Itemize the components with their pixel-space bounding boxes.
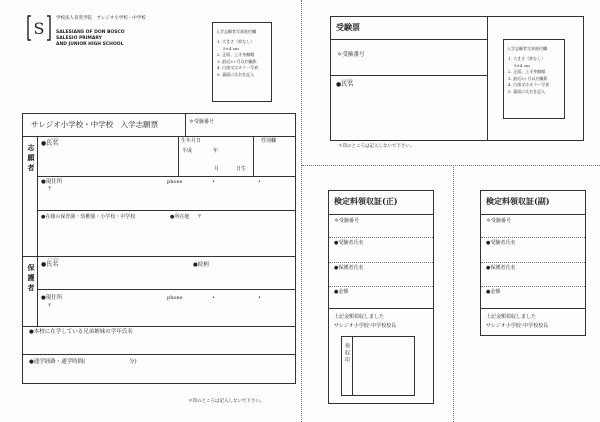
cut-line	[302, 165, 600, 166]
sibling-label: ●本校に在学している兄弟姉妹の学年氏名	[29, 329, 133, 335]
exam-number-label: ＊受験番号	[189, 119, 215, 125]
applicant-name-label: ●氏名	[41, 140, 59, 147]
logo-mark-icon	[26, 14, 52, 42]
photo-box-title: 入学志願者写真貼付欄	[216, 29, 256, 34]
applicant-section-label: 志願者	[27, 144, 36, 174]
relation-label: ●続柄	[193, 262, 209, 268]
ticket-photo-instructions: 1. 大きさ（枠なし） 5×4 cm 2. 正面、上半身無帽 3. 最近3ヶ月以内撮影 4. 白黒又はカラー写真 5. 裏面に氏名を記入	[508, 56, 550, 94]
preschool-label: ●在籍の保育園・幼稚園・小学校・中学校	[41, 214, 136, 220]
guardian-name-label: ●氏名	[41, 261, 59, 268]
exam-ticket: 受験票 ＊受験番号 ふりがな ●氏名 入学志願者写真貼付欄 1. 大きさ（枠なし） 5×4 cm 2. 正面、上半身無帽 3. 最近3ヶ月以内撮影 4. 白黒又はカラー写真 5. 裏面に氏名を記入	[330, 16, 584, 141]
exam-ticket-title: 受験票	[336, 22, 360, 32]
photo-box-instructions: 1. 大きさ（枠なし） 5×4 cm 2. 正面、上半身無帽 3. 最近3ヶ月以内撮影 4. 白黒又はカラー写真 5. 裏面に氏名を記入	[217, 39, 259, 77]
guardian-section-label: 保護者	[27, 264, 36, 294]
application-form: サレジオ小学校・中学校 入学志願票 ＊受験番号 志願者 ふりがな ●氏名 生年月日 平成 年 月 日生 性別欄 ●現住所 〒 phone • • ●在籍の保育園・幼稚園・小学校・中学校 ●所在地 〒 保護者 ふりがな ●氏名 ●続柄 ●現住所 〒 phone • • ●本校に在学している兄弟姉妹の学年氏名 ●通学経路・通学時間( 分)	[22, 113, 296, 384]
application-footnote: ＊印のところは記入しないで下さい。	[188, 399, 265, 404]
school-name-jp: 学校法人育英学院 サレジオ小学校・中学校	[56, 16, 146, 21]
fold-line	[301, 0, 302, 422]
svg-text:S: S	[33, 19, 45, 38]
commute-label: ●通学経路・通学時間(	[29, 359, 86, 365]
location-label: ●所在地	[170, 214, 190, 220]
ticket-photo-box: 入学志願者写真貼付欄 1. 大きさ（枠なし） 5×4 cm 2. 正面、上半身無帽 3. 最近3ヶ月以内撮影 4. 白黒又はカラー写真 5. 裏面に氏名を記入	[503, 39, 565, 119]
ticket-name-label: ●氏名	[336, 81, 354, 88]
cut-line-vertical	[453, 165, 454, 422]
photo-box	[212, 22, 272, 102]
commute-unit: 分)	[129, 359, 137, 365]
school-name-en: SALESIANS OF DON BOSCO SALESIO PRIMARY AND JUNIOR HIGH SCHOOL	[56, 30, 125, 47]
gender-label: 性別欄	[261, 138, 277, 144]
ticket-footnote: ＊印のところは記入しないで下さい。	[338, 144, 415, 149]
application-title: サレジオ小学校・中学校 入学志願票	[31, 120, 159, 129]
receipt-main-title: 検定料領収証(正)	[334, 196, 398, 206]
ticket-exam-number: ＊受験番号	[337, 52, 365, 58]
applicant-address-label: ●現住所	[41, 179, 63, 185]
receipt-sub: 検定料領収証(副) ＊受験番号 ●受験者氏名 ●保護者氏名 ●金額 上記金額領収しました サレジオ小学校･中学校校長	[480, 190, 586, 336]
guardian-address-label: ●現住所	[41, 295, 63, 301]
birth-date-label: 生年月日	[181, 138, 202, 144]
receipt-main: 検定料領収証(正) ＊受験番号 ●受験者氏名 ●保護者氏名 ●金額 上記金額領収しました サレジオ小学校･中学校校長 領収印	[328, 190, 434, 404]
receipt-sub-title: 検定料領収証(副)	[486, 196, 550, 206]
school-logo	[26, 14, 52, 42]
receipt-stamp-box: 領収印	[341, 336, 415, 396]
